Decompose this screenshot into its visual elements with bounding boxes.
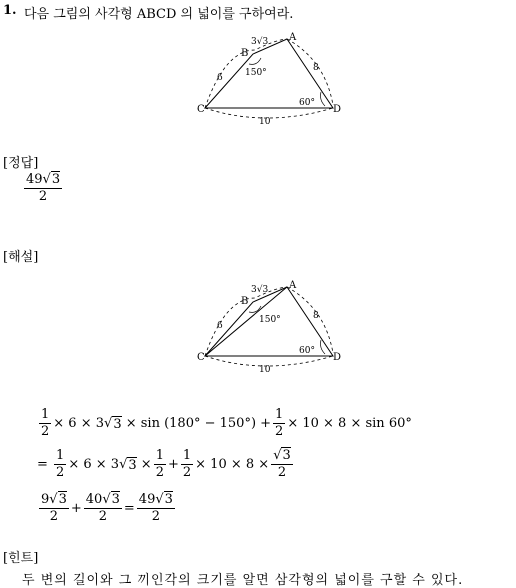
frac-den: 2 [56, 465, 65, 480]
result-coef: 49 [138, 492, 156, 507]
angle-d-label: 60° [299, 98, 315, 108]
vertex-c-label-2: C [197, 352, 205, 363]
expr-2d: × 10 × 8 × [195, 457, 270, 472]
sqrt3: 3 [111, 492, 120, 507]
angle-b-arc-2 [249, 306, 261, 312]
plus-sign: + [70, 501, 82, 516]
term1-coef: 9 [41, 492, 50, 507]
vertex-a-label-2: A [289, 280, 297, 291]
angle-d-label-2: 60° [299, 346, 315, 356]
side-bc-label: 6 [217, 73, 223, 83]
expr-2a: × 6 × 3 [68, 457, 120, 472]
expr-1a: × 6 × 3 [53, 416, 105, 431]
frac-num: 1 [182, 448, 192, 463]
hint-label: [힌트] [3, 551, 39, 566]
sqrt3: 3 [113, 416, 122, 432]
vertex-d-label-2: D [333, 352, 342, 363]
vertex-c-label: C [197, 104, 205, 115]
side-bc-label-2: 6 [217, 321, 223, 331]
expr-1c: × 10 × 8 × sin 60° [287, 416, 412, 431]
frac-den: 2 [98, 509, 107, 524]
answer-coef: 49 [26, 172, 43, 187]
vertex-b-label: B [241, 48, 249, 59]
expr-2c: + [167, 457, 179, 472]
frac-num: 1 [41, 407, 50, 422]
question-number: 1. [3, 3, 17, 18]
sqrt3: 3 [164, 492, 173, 507]
frac-num: 1 [56, 448, 65, 463]
expr-2b: × [140, 457, 152, 472]
angle-b-label-2: 150° [259, 315, 281, 325]
question-text: 다음 그림의 사각형 ABCD 의 넓이를 구하여라. [24, 7, 294, 22]
hint-text: 두 변의 길이와 그 끼인각의 크기를 알면 삼각형의 넓이를 구할 수 있다. [22, 573, 464, 588]
frac-num: 1 [275, 407, 284, 422]
solution-label: [해설] [3, 250, 39, 265]
angle-b-label: 150° [245, 68, 267, 78]
sqrt3: 3 [282, 448, 291, 463]
angle-b-arc [249, 58, 261, 64]
quadrilateral-figure-diagonal [195, 278, 345, 373]
side-cd-label: 10 [259, 117, 271, 125]
vertex-a-label: A [289, 32, 297, 43]
frac-den: 2 [151, 509, 160, 524]
solution-line-3: $\frac{9√3}{2}$ + $\frac{40√3}{2}$ = $\frac{49√3}{2}$ [41, 492, 173, 524]
quadrilateral-figure [195, 30, 345, 125]
frac-num: 1 [155, 448, 164, 463]
frac-den: 2 [41, 424, 50, 439]
term2-coef: 40 [85, 492, 103, 507]
frac-den: 2 [182, 465, 192, 480]
frac-den: 2 [275, 424, 284, 439]
solution-line-1: $\frac{1}{2}$ × 6 × 3 √ 3 × sin (180° − 150°) + $\frac{1}{2}$ × 10 × 8 × sin 60° [41, 407, 412, 439]
side-cd-label-2: 10 [259, 365, 271, 373]
solution-line-2: = $\frac{1}{2}$ × 6 × 3 √ 3 × $\frac{1}{2}$ + $\frac{1}{2}$ × 10 × 8 × $\frac{√3}{2}$ [37, 448, 291, 480]
vertex-d-label: D [333, 104, 342, 115]
side-ad-label: 8 [313, 63, 319, 73]
expr-1b: × sin (180° − 150°) + [125, 416, 272, 431]
side-ab-label-2: 3√3 [251, 285, 269, 295]
answer-radicand: 3 [51, 172, 61, 187]
equals-sign: = [123, 501, 135, 516]
side-ad-label-2: 8 [313, 311, 319, 321]
frac-den: 2 [155, 465, 164, 480]
frac-den: 2 [49, 509, 59, 524]
side-ab-label: 3√3 [251, 37, 269, 47]
answer-denominator: 2 [38, 189, 48, 204]
answer-fraction: $\frac{49√3}{2}$ [26, 172, 61, 204]
answer-label: [정답] [3, 156, 39, 171]
sqrt3: 3 [128, 457, 137, 473]
vertex-b-label-2: B [241, 296, 249, 307]
equals-sign: = [37, 457, 48, 472]
frac-den: 2 [277, 465, 287, 480]
sqrt3: 3 [58, 492, 67, 507]
